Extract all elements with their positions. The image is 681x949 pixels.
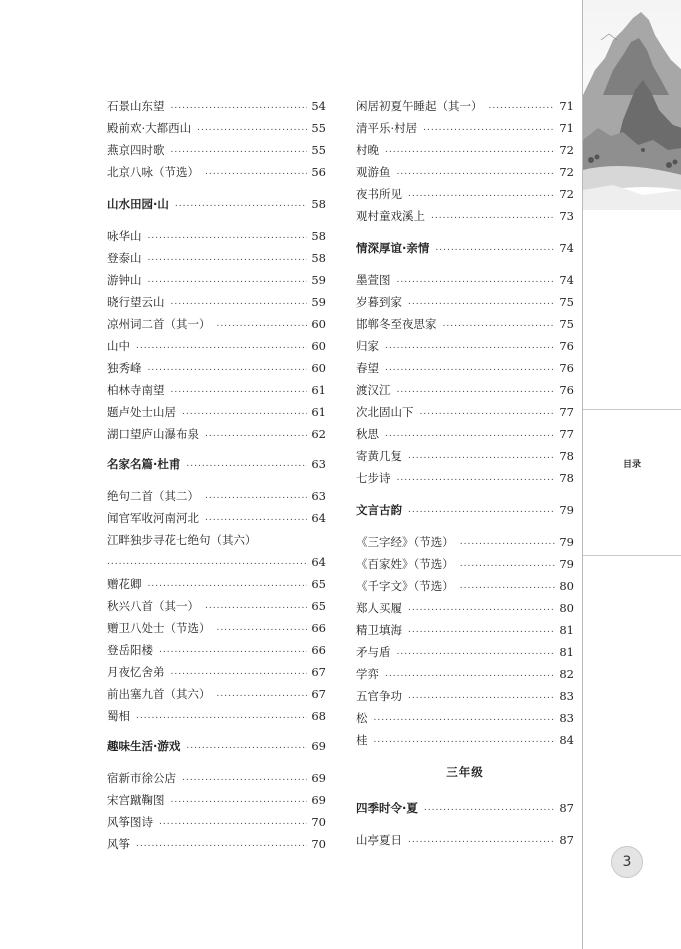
toc-entry-title: 七步诗 [356,471,391,485]
toc-entry[interactable] [356,642,574,662]
toc-entry-title: 石景山东望 [107,99,165,113]
toc-entry[interactable] [107,552,326,572]
toc-entry-page: 55 [311,143,326,157]
toc-entry-title: 文言古韵 [356,503,402,517]
dot-leader [186,454,307,474]
toc-entry-title: 邯郸冬至夜思家 [356,317,437,331]
sidebar-divider-bottom [583,555,681,556]
toc-entry-page: 62 [311,427,326,441]
dot-leader [408,500,555,520]
toc-entry-title: 游钟山 [107,273,142,287]
toc-entry-page: 74 [559,273,574,287]
toc-entry-page: 87 [559,801,574,815]
toc-entry[interactable] [356,358,574,378]
toc-entry-title: 寄黄几复 [356,449,402,463]
toc-entry-page: 76 [559,383,574,397]
dot-leader [148,358,308,378]
toc-entry[interactable] [107,530,326,550]
toc-entry-title: 趣味生活·游戏 [107,739,181,753]
dot-leader [205,424,307,444]
toc-entry-title: 独秀峰 [107,361,142,375]
toc-entry[interactable] [107,140,326,160]
toc-entry-title: 五官争功 [356,689,402,703]
dot-leader [435,238,555,258]
toc-entry-title: 秋思 [356,427,379,441]
toc-entry-title: 登岳阳楼 [107,643,153,657]
toc-entry[interactable] [107,270,326,290]
toc-entry-page: 59 [311,295,326,309]
toc-entry[interactable] [356,292,574,312]
toc-entry-page: 87 [559,833,574,847]
dot-leader [460,576,556,596]
toc-entry-page: 54 [311,99,326,113]
toc-entry-title: 咏华山 [107,229,142,243]
toc-entry-page: 76 [559,361,574,375]
toc-entry-title: 闻官军收河南河北 [107,511,199,525]
toc-entry-page: 67 [311,665,326,679]
toc-entry-page: 71 [559,99,574,113]
dot-leader [205,508,307,528]
toc-entry[interactable] [356,830,574,850]
toc-entry-page: 59 [311,273,326,287]
toc-entry-title: 渡汉江 [356,383,391,397]
toc-entry[interactable] [356,664,574,684]
dot-leader [385,336,555,356]
toc-entry-title: 情深厚谊·亲情 [356,241,430,255]
toc-entry-page: 72 [559,187,574,201]
dot-leader [460,554,556,574]
toc-entry-page: 79 [559,557,574,571]
dot-leader [408,620,555,640]
toc-entry-title: 观村童戏溪上 [356,209,425,223]
toc-entry-page: 71 [559,121,574,135]
dot-leader [197,118,307,138]
toc-entry-title: 次北固山下 [356,405,414,419]
toc-entry-page: 58 [311,229,326,243]
toc-entry[interactable] [107,790,326,810]
toc-entry-title: 村晚 [356,143,379,157]
toc-entry[interactable] [356,96,574,116]
dot-leader [397,270,556,290]
dot-leader [186,736,307,756]
dot-leader [217,618,308,638]
toc-entry-title: 凉州词二首（其一） [107,317,211,331]
dot-leader [182,402,307,422]
toc-entry[interactable] [356,140,574,160]
toc-entry-page: 72 [559,143,574,157]
dot-leader [148,248,308,268]
toc-entry-page: 73 [559,209,574,223]
toc-entry-title: 精卫填海 [356,623,402,637]
toc-section-heading[interactable] [356,238,574,258]
toc-entry-page: 66 [311,643,326,657]
toc-entry-title: 墨萱图 [356,273,391,287]
toc-entry[interactable] [107,812,326,832]
toc-entry-page: 79 [559,535,574,549]
toc-entry[interactable] [356,468,574,488]
toc-entry[interactable] [356,206,574,226]
toc-entry[interactable] [356,576,574,596]
toc-entry-page: 67 [311,687,326,701]
toc-entry[interactable] [107,508,326,528]
toc-entry-page: 78 [559,449,574,463]
toc-entry-title: 山亭夏日 [356,833,402,847]
toc-entry-title: 前出塞九首（其六） [107,687,211,701]
toc-entry-page: 84 [559,733,574,747]
toc-entry-page: 77 [559,427,574,441]
dot-leader [397,162,556,182]
toc-entry-page: 77 [559,405,574,419]
toc-entry-title: 湖口望庐山瀑布泉 [107,427,199,441]
dot-leader [171,292,308,312]
toc-entry-title: 晓行望云山 [107,295,165,309]
toc-entry-title: 秋兴八首（其一） [107,599,199,613]
dot-leader [489,96,556,116]
toc-section-heading[interactable] [107,194,326,214]
toc-entry-page: 83 [559,711,574,725]
toc-entry-title: 江畔独步寻花七绝句（其六） [107,533,257,547]
sidebar-contents-label: 目录 [623,460,642,470]
toc-entry-page: 63 [311,457,326,471]
toc-entry-title: 题卢处士山居 [107,405,176,419]
toc-entry[interactable] [356,162,574,182]
toc-section-heading[interactable] [107,736,326,756]
dot-leader [397,468,556,488]
dot-leader [385,140,555,160]
toc-entry-title: 绝句二首（其二） [107,489,199,503]
toc-entry[interactable] [107,162,326,182]
toc-entry-title: 风筝 [107,837,130,851]
toc-entry[interactable] [356,336,574,356]
toc-entry-page: 60 [311,361,326,375]
toc-entry-title: 清平乐·村居 [356,121,418,135]
dot-leader [205,162,307,182]
toc-entry[interactable] [107,768,326,788]
toc-entry[interactable] [107,574,326,594]
toc-entry-title: 月夜忆舍弟 [107,665,165,679]
toc-entry[interactable] [107,380,326,400]
toc-entry-title: 山水田园·山 [107,197,169,211]
toc-entry-page: 69 [311,739,326,753]
toc-entry-title: 山中 [107,339,130,353]
toc-entry[interactable] [356,314,574,334]
landscape-illustration [583,0,681,210]
toc-entry-page: 82 [559,667,574,681]
sidebar-divider-top [583,409,681,410]
dot-leader [408,686,555,706]
dot-leader [408,598,555,618]
dot-leader [374,730,556,750]
toc-entry-page: 69 [311,793,326,807]
dot-leader [423,118,555,138]
toc-entry-title: 归家 [356,339,379,353]
toc-entry[interactable] [356,184,574,204]
toc-entry-page: 78 [559,471,574,485]
toc-entry-page: 74 [559,241,574,255]
dot-leader [408,446,555,466]
dot-leader [420,402,556,422]
toc-entry-title: 宋宫蹴鞠图 [107,793,165,807]
toc-entry-page: 65 [311,577,326,591]
toc-entry[interactable] [107,118,326,138]
toc-entry[interactable] [356,424,574,444]
toc-entry-page: 58 [311,251,326,265]
toc-entry-title: 赠卫八处士（节选） [107,621,211,635]
toc-entry-title: 松 [356,711,368,725]
toc-entry[interactable] [356,708,574,728]
toc-entry[interactable] [107,424,326,444]
toc-entry[interactable] [107,640,326,660]
toc-entry-title: 北京八咏（节选） [107,165,199,179]
toc-entry[interactable] [107,834,326,854]
toc-entry[interactable] [356,118,574,138]
toc-entry-page: 63 [311,489,326,503]
toc-entry[interactable] [356,598,574,618]
toc-entry-page: 81 [559,645,574,659]
toc-entry-page: 83 [559,689,574,703]
toc-entry[interactable] [356,446,574,466]
toc-entry-title: 柏林寺南望 [107,383,165,397]
toc-entry[interactable] [107,358,326,378]
toc-entry-page: 70 [311,815,326,829]
toc-entry[interactable] [107,596,326,616]
dot-leader [424,798,555,818]
toc-entry-page: 79 [559,503,574,517]
dot-leader [136,834,307,854]
dot-leader [175,194,307,214]
dot-leader [182,768,307,788]
dot-leader [205,596,307,616]
dot-leader [148,574,308,594]
sidebar [582,0,681,949]
toc-entry-page: 64 [311,511,326,525]
toc-entry-page: 68 [311,709,326,723]
toc-entry-title: 燕京四时歌 [107,143,165,157]
toc-entry[interactable] [356,380,574,400]
dot-leader [171,662,308,682]
dot-leader [443,314,556,334]
dot-leader [217,684,308,704]
dot-leader [148,226,308,246]
dot-leader [171,140,308,160]
dot-leader [159,640,307,660]
toc-entry-page: 76 [559,339,574,353]
toc-entry-title: 岁暮到家 [356,295,402,309]
dot-leader [385,424,555,444]
toc-entry-page: 75 [559,317,574,331]
toc-section-heading[interactable] [356,500,574,520]
dot-leader [408,184,555,204]
toc-entry[interactable] [107,96,326,116]
toc-entry[interactable] [107,486,326,506]
toc-entry-page: 56 [311,165,326,179]
toc-entry-page: 64 [311,555,326,569]
toc-entry[interactable] [107,292,326,312]
toc-section-heading[interactable] [107,454,326,474]
dot-leader [136,336,307,356]
toc-entry[interactable] [356,730,574,750]
dot-leader [431,206,555,226]
toc-entry[interactable] [107,336,326,356]
toc-entry-title: 蜀相 [107,709,130,723]
toc-entry[interactable] [356,554,574,574]
toc-entry-title: 殿前欢·大都西山 [107,121,192,135]
toc-entry-page: 80 [559,579,574,593]
dot-leader [148,270,308,290]
dot-leader [374,708,556,728]
toc-entry[interactable] [356,620,574,640]
toc-entry-title: 矛与盾 [356,645,391,659]
toc-entry[interactable] [107,402,326,422]
dot-leader [217,314,308,334]
dot-leader [136,706,307,726]
dot-leader [408,292,555,312]
toc-entry[interactable] [107,314,326,334]
toc-entry[interactable] [107,684,326,704]
toc-entry-page: 72 [559,165,574,179]
toc-entry-page: 81 [559,623,574,637]
toc-entry[interactable] [107,662,326,682]
dot-leader [171,380,308,400]
toc-entry-page: 55 [311,121,326,135]
toc-entry[interactable] [356,402,574,422]
dot-leader [397,380,556,400]
toc-entry-title: 夜书所见 [356,187,402,201]
dot-leader [205,486,307,506]
toc-entry-page: 70 [311,837,326,851]
toc-entry[interactable] [356,270,574,290]
dot-leader [460,532,556,552]
toc-entry-page: 61 [311,405,326,419]
toc-entry[interactable] [107,226,326,246]
dot-leader [171,96,308,116]
toc-entry-title: 郑人买履 [356,601,402,615]
toc-entry[interactable] [356,532,574,552]
toc-entry-page: 58 [311,197,326,211]
dot-leader [397,642,556,662]
toc-entry-page: 61 [311,383,326,397]
toc-entry-title: 风筝图诗 [107,815,153,829]
toc-entry[interactable] [107,618,326,638]
toc-entry-title: 《百家姓》（节选） [356,557,454,571]
toc-entry-page: 80 [559,601,574,615]
toc-entry-title: 观游鱼 [356,165,391,179]
toc-entry-title: 四季时令·夏 [356,801,418,815]
dot-leader [159,812,307,832]
dot-leader [408,830,555,850]
toc-entry-title: 《千字文》（节选） [356,579,454,593]
toc-section-heading[interactable] [356,798,574,818]
grade-heading: 三年级 [446,765,484,779]
dot-leader [385,664,555,684]
toc-entry-page: 60 [311,339,326,353]
toc-entry-title: 登泰山 [107,251,142,265]
toc-entry-page: 65 [311,599,326,613]
dot-leader [107,552,307,572]
dot-leader [385,358,555,378]
toc-entry-page: 75 [559,295,574,309]
toc-entry-page: 66 [311,621,326,635]
page-number: 3 [611,846,643,878]
toc-entry[interactable] [107,248,326,268]
toc-entry[interactable] [356,686,574,706]
toc-entry-title: 赠花卿 [107,577,142,591]
toc-entry-title: 名家名篇·杜甫 [107,457,181,471]
toc-entry-title: 学弈 [356,667,379,681]
dot-leader [171,790,308,810]
toc-entry-title: 桂 [356,733,368,747]
toc-entry[interactable] [107,706,326,726]
toc-entry-title: 春望 [356,361,379,375]
toc-entry-title: 宿新市徐公店 [107,771,176,785]
toc-entry-page: 69 [311,771,326,785]
toc-entry-title: 闲居初夏午睡起（其一） [356,99,483,113]
toc-entry-title: 《三字经》（节选） [356,535,454,549]
toc-entry-page: 60 [311,317,326,331]
